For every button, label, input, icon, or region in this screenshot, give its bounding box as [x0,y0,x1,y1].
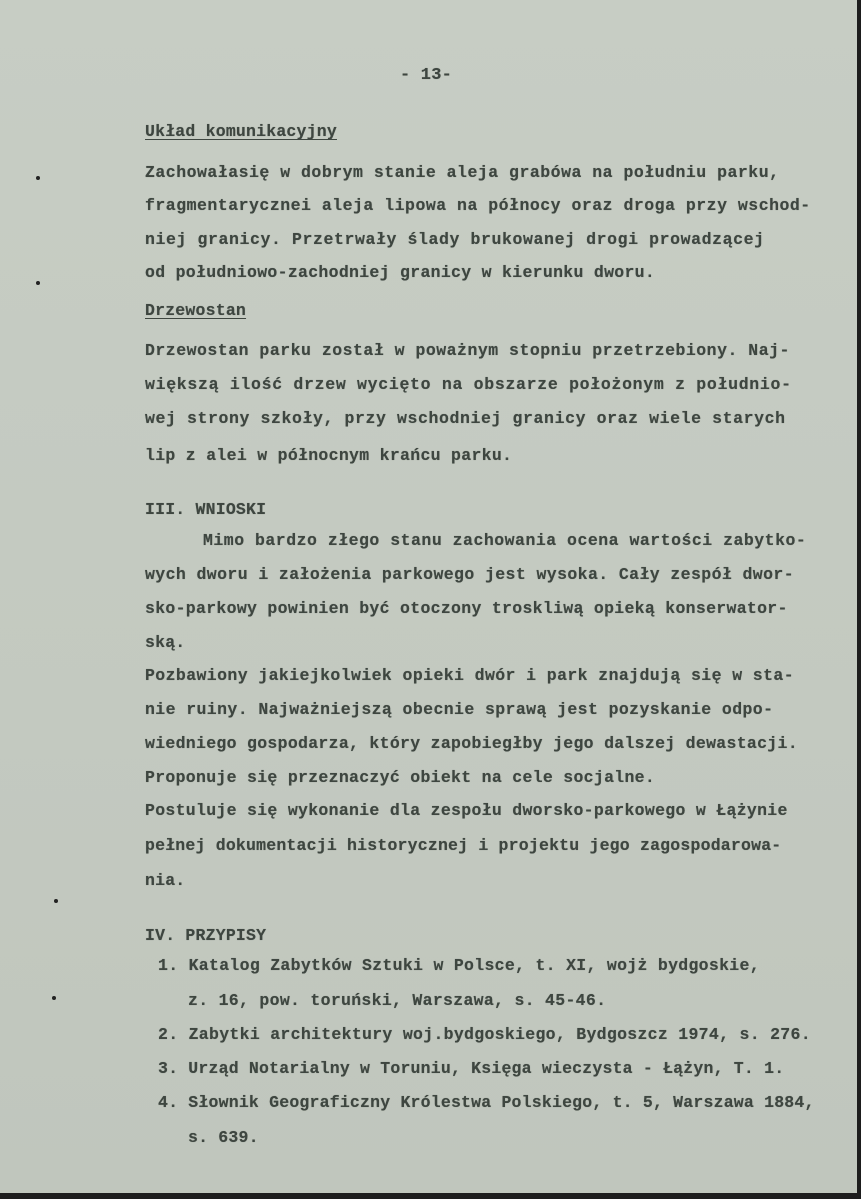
paragraph-line: Pozbawiony jakiejkolwiek opieki dwór i park znajdują się w sta- [145,666,795,685]
footnote-item: 2. Zabytki architektury woj.bydgoskiego, Bydgoszcz 1974, s. 276. [158,1025,811,1044]
paragraph-line: nia. [145,871,186,890]
paragraph-line: lip z alei w północnym krańcu parku. [145,446,513,465]
section-heading-communication: Układ komunikacyjny [145,122,337,141]
page-number: - 13- [400,66,453,85]
paragraph-line: ską. [145,633,186,652]
paragraph-line: wej strony szkoły, przy wschodniej granicy oraz wiele starych [145,409,786,428]
paragraph-line: pełnej dokumentacji historycznej i projektu jego zagospodarowa- [145,836,782,855]
paragraph-line: fragmentarycznei aleja lipowa na północy oraz droga przy wschod- [145,196,811,215]
paragraph-line: Mimo bardzo złego stanu zachowania ocena wartości zabytko- [203,531,807,550]
margin-mark [36,176,40,180]
footnote-item: 3. Urząd Notarialny w Toruniu, Księga wieczysta - Łążyn, T. 1. [158,1059,785,1078]
section-heading-conclusions: III. WNIOSKI [145,500,267,519]
paragraph-line: Proponuje się przeznaczyć obiekt na cele socjalne. [145,768,656,787]
paragraph-line: większą ilość drzew wycięto na obszarze położonym z południo- [145,375,792,394]
paragraph-line: Zachowałasię w dobrym stanie aleja grabówa na południu parku, [145,163,780,182]
paragraph-line: wiedniego gospodarza, który zapobiegłby jego dalszej dewastacji. [145,734,798,753]
section-heading-trees: Drzewostan [145,301,247,320]
footnote-item: z. 16, pow. toruński, Warszawa, s. 45-46. [188,991,607,1010]
paragraph-line: nie ruiny. Najważniejszą obecnie sprawą jest pozyskanie odpo- [145,700,774,719]
margin-mark [52,996,56,1000]
paragraph-line: od południowo-zachodniej granicy w kierunku dworu. [145,263,656,282]
paragraph-line: wych dworu i założenia parkowego jest wysoka. Cały zespół dwor- [145,565,795,584]
margin-mark [36,281,40,285]
paragraph-line: niej granicy. Przetrwały ślady brukowanej drogi prowadzącej [145,230,765,249]
paragraph-line: sko-parkowy powinien być otoczony troskliwą opieką konserwator- [145,599,788,618]
paragraph-line: Drzewostan parku został w poważnym stopniu przetrzebiony. Naj- [145,341,790,360]
footnote-item: s. 639. [188,1128,259,1147]
margin-mark [54,899,58,903]
footnote-item: 4. Słownik Geograficzny Królestwa Polskiego, t. 5, Warszawa 1884, [158,1093,815,1112]
section-heading-footnotes: IV. PRZYPISY [145,926,267,945]
footnote-item: 1. Katalog Zabytków Sztuki w Polsce, t. XI, wojż bydgoskie, [158,956,760,975]
paragraph-line: Postuluje się wykonanie dla zespołu dworsko-parkowego w Łążynie [145,801,788,820]
